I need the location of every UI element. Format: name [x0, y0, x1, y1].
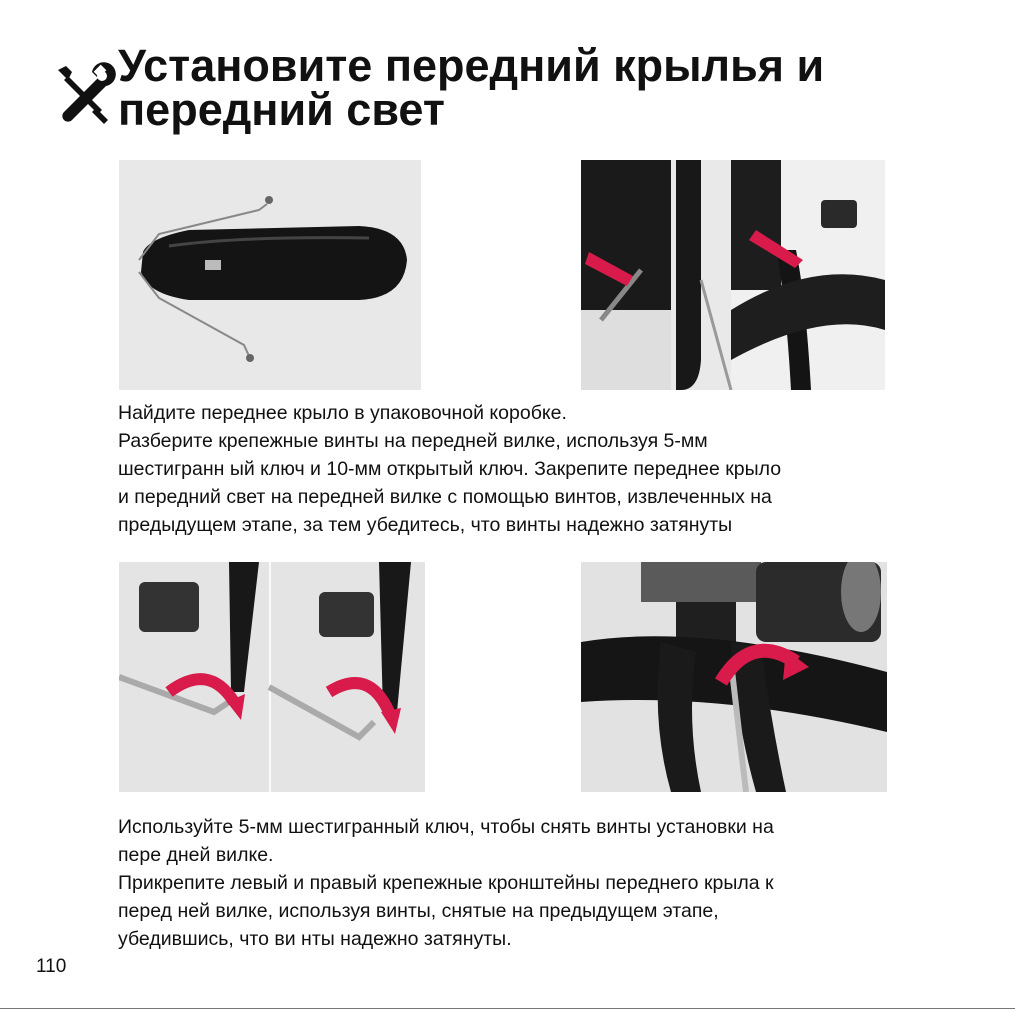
page-bottom-divider: [0, 1008, 1015, 1009]
front-fender-illustration: [119, 160, 421, 390]
photo-fork-brackets-hex-key: [119, 562, 425, 792]
photo-light-bracket-hex-key: [581, 562, 887, 792]
light-bracket-illustration: [581, 562, 887, 792]
photo-fork-bolts-wrench: [581, 160, 885, 390]
fork-wrench-illustration: [581, 160, 885, 390]
wrench-screwdriver-icon: [52, 62, 116, 126]
title-line-2: передний свет: [118, 84, 445, 135]
text-line: предыдущем этапе, за тем убедитесь, что винты надежно затянуты: [118, 514, 733, 536]
photo-front-fender: [119, 160, 421, 390]
text-line: перед ней вилке, используя винты, снятые на предыдущем этапе,: [118, 900, 719, 922]
page-header: [52, 40, 992, 135]
text-line: и передний свет на передней вилке с помощью винтов, извлеченных на: [118, 486, 772, 508]
text-line: Разберите крепежные винты на передней вилке, используя 5-мм: [118, 430, 708, 452]
instructions-step-1: [118, 399, 918, 539]
page-number: 110: [36, 956, 67, 977]
text-line: пере дней вилке.: [118, 844, 274, 866]
page-title: [118, 40, 825, 135]
text-line: Найдите переднее крыло в упаковочной коробке.: [118, 402, 567, 424]
text-line: Используйте 5-мм шестигранный ключ, чтобы снять винты установки на: [118, 816, 774, 838]
text-line: Прикрепите левый и правый крепежные кронштейны переднего крыла к: [118, 872, 774, 894]
instructions-step-2: [118, 813, 918, 953]
text-line: убедившись, что ви нты надежно затянуты.: [118, 928, 512, 950]
text-line: шестигранн ый ключ и 10-мм открытый ключ. Закрепите переднее крыло: [118, 458, 782, 480]
title-line-1: Установите передний крылья и: [118, 40, 825, 91]
fork-brackets-illustration: [119, 562, 425, 792]
